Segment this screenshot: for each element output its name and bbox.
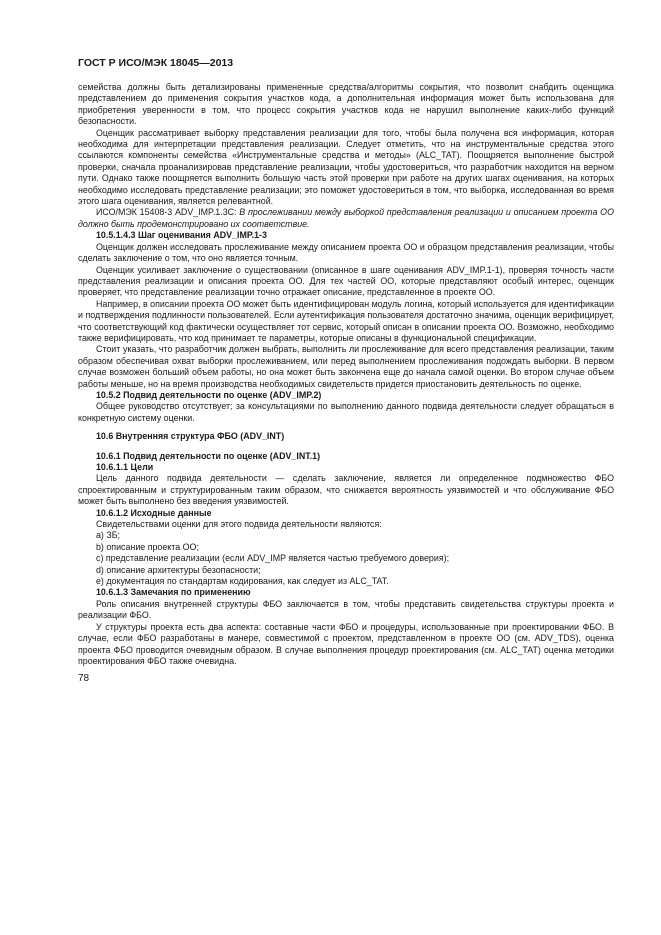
paragraph: Свидетельствами оценки для этого подвида деятельности являются:	[96, 519, 382, 530]
paragraph: Например, в описании проекта ОО может быть идентифицирован модуль логина, который используется для идентификации и подтверждения подлинности пользователей. Если аутентификация пользователя достаточно значима, оценщик верифицирует, что соответствующий код фактически осуществляет тот сервис, который описан в описании проекта ОО. Возможно, необходимо также верифицировать, что код принимает те параметры, которые описаны в функциональной спецификации.	[78, 298, 614, 343]
document-header: ГОСТ Р ИСО/МЭК 18045—2013	[78, 57, 234, 69]
paragraph: Стоит указать, что разработчик должен выбрать, выполнить ли прослеживание для всего представления реализации, таким образом обеспечивая охват выборки прослеживанием, или перед выполнением прослеживания подождать выборки. В первом случае возможен больший объем работы, но она может быть закончена еще до начала самой оценки. Во втором случае объем работы меньше, но на время производства необходимых свидетельств придется приостановить деятельность по оценке.	[78, 344, 614, 389]
step-heading: 10.5.1.4.3 Шаг оценивания ADV_IMP.1-3	[96, 230, 267, 241]
section-heading: 10.6 Внутренняя структура ФБО (ADV_INT)	[96, 431, 285, 442]
document-page	[78, 57, 614, 684]
subsection-heading: 10.6.1.1 Цели	[96, 462, 154, 472]
page-number: 78	[78, 673, 90, 685]
subsection-heading: 10.6.1.3 Замечания по применению	[96, 587, 251, 598]
paragraph: У структуры проекта есть два аспекта: составные части ФБО и процедуры, использованные при проектировании ФБО. В случае, если ФБО разработаны в манере, совместимой с проектом, представленном в проекте ОО (см. ADV_TDS), оценка проекта ФБО проводится очевидным образом. В случае выполнения процедур проектирования (см. ALC_TAT) оценка методики проектирования ФБО также очевидна.	[78, 621, 614, 666]
list-item: a) ЗБ;	[96, 530, 121, 541]
list-item: d) описание архитектуры безопасности;	[96, 564, 261, 575]
paragraph: семейства должны быть детализированы примененные средства/алгоритмы сокрытия, что позволит снабдить оценщика представлением до применения сокрытия участков кода, а дополнительная информация может быть использована для приобретения уверенности в том, что процесс сокрытия участков кода не нарушил выполнение каких-либо функций безопасности.	[78, 82, 614, 127]
paragraph: Общее руководство отсутствует; за консультациями по выполнению данного подвида деятельности следует обращаться в конкретную систему оценки.	[78, 401, 614, 423]
list-item: b) описание проекта ОО;	[96, 541, 199, 552]
paragraph: Цель данного подвида деятельности — сделать заключение, является ли определенное подмножество ФБО спроектированным и структурированным таким образом, что снижается вероятность уязвимостей и что обслуживание ФБО может быть выполнено без введения уязвимостей.	[78, 473, 614, 507]
list-item: e) документация по стандартам кодирования, как следует из ALC_TAT.	[96, 576, 389, 587]
list-item: c) представление реализации (если ADV_IMP является частью требуемого доверия);	[96, 553, 450, 564]
paragraph: Оценщик рассматривает выборку представления реализации для того, чтобы была получена вся информация, которая необходима для интерпретации представления реализации. Следует отметить, что на инструментальные средства этого ссылаются компоненты семейства «Инструментальные средства и методы» (ALC_TAT). Поощряется выполнение быстрой проверки, сначала проанализировав представление реализации, чтобы удостовериться, что разработчик находится на верном пути. Однако также поощряется выполнить большую часть этой проверки при работе на других шагах оценивания, на которых необходимо исследовать представление реализации; это поможет удостовериться в том, что выборка, исследованная во время этого шага оценивания, является релевантной.	[78, 127, 614, 207]
requirement-ref: ИСО/МЭК 15408-3 ADV_IMP.1.3C:	[96, 207, 240, 218]
subsection-heading: 10.6.1.2 Исходные данные	[96, 507, 212, 518]
subsection-heading: 10.6.1 Подвид деятельности по оценке (ADV_INT.1)	[96, 450, 321, 461]
evidence-list	[78, 530, 614, 587]
subsection-heading: 10.5.2 Подвид деятельности по оценке (ADV_IMP.2)	[96, 389, 322, 400]
paragraph: Оценщик должен исследовать прослеживание между описанием проекта ОО и образцом представления реализации, чтобы сделать заключение о том, что оно является точным.	[78, 241, 614, 264]
requirement-paragraph	[78, 207, 614, 230]
requirement-text: В прослеживании между выборкой представления реализации и описанием проекта ОО должно быть продемонстрировано их соответствие.	[78, 207, 614, 229]
paragraph: Роль описания внутренней структуры ФБО заключается в том, чтобы представить свидетельства структуры проекта и реализации ФБО.	[78, 598, 614, 621]
paragraph: Оценщик усиливает заключение о существовании (описанное в шаге оценивания ADV_IMP.1-1), проверяя точность части представления реализации и описания проекта ОО. Для тех частей ОО, которые представляют особый интерес, оценщик проверяет, что представление реализации точно отражает описание, представленное в проекте ОО.	[78, 264, 614, 298]
